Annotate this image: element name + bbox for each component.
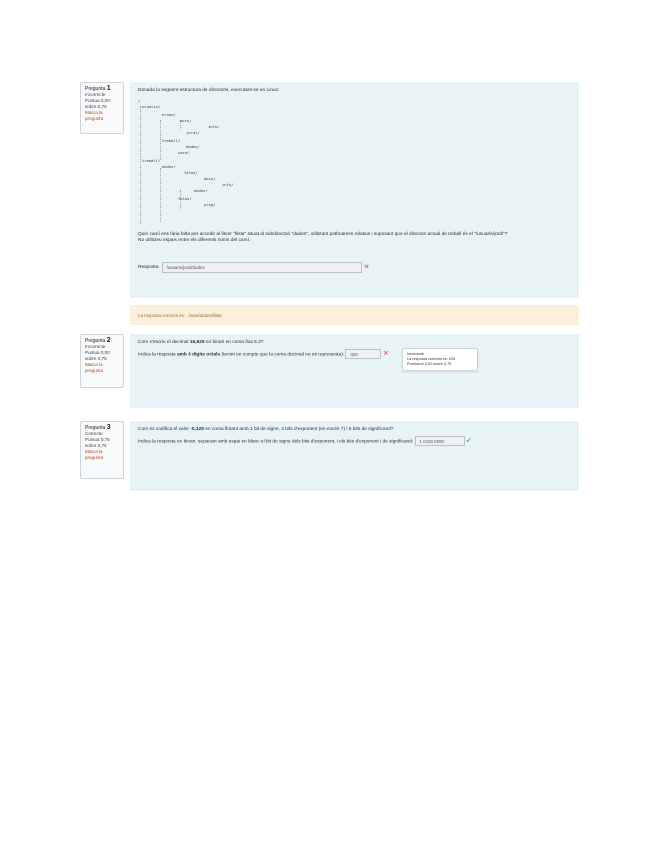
tree-node: docs/ <box>204 176 216 181</box>
tree-node: docs/ <box>180 118 192 123</box>
question-text: Quin camí ens faria falta per accedir al fitxer "llista" situat al subdirectori "dades", utilitzant pathnames relatius i suposant que el directori actual de treball és el "/usuaris/jordi"? No utilitzeu espais entre els diferents noms del camí. <box>138 232 508 243</box>
question-grade: Puntua 0,00 sobre 0,75 <box>85 350 110 361</box>
incorrect-icon: ✕ <box>382 350 389 358</box>
feedback-popover: Incorrecte La resposta correcta és: 205 Puntuació 0,00 sobre 0,75 <box>402 348 478 371</box>
question-info-3 <box>80 421 124 479</box>
question-info-1 <box>80 82 124 134</box>
question-grade: Puntua 0,00 sobre 0,75 <box>85 98 110 109</box>
question-state: Incorrecte <box>85 92 106 97</box>
tree-node: dades/ <box>194 188 208 193</box>
question-grade: Puntua 0,75 sobre 0,75 <box>85 437 110 448</box>
tree-node: fotos/ <box>178 196 192 201</box>
question-content-2 <box>130 334 579 408</box>
tree-node: info/ <box>222 182 234 187</box>
correct-answer-feedback: La resposta correcta és: ../sara/dades/llista <box>130 305 579 325</box>
question-number: Pregunta 2 <box>85 337 111 344</box>
question-prompt: Donada la següent estructura de directoris, executant-se en Linux: <box>138 88 280 93</box>
question-content-1 <box>130 82 579 298</box>
question-number: Pregunta 3 <box>85 424 111 431</box>
flag-question-link[interactable]: Marca la pregunta <box>85 362 104 373</box>
tree-node: fotos/ <box>184 170 198 175</box>
tree-node: sara/ <box>178 150 190 155</box>
tree-node: treball/ <box>162 138 181 143</box>
tree-node: dades/ <box>186 144 200 149</box>
question-instruction: Indica la resposta amb 3 dígits octals (tenint en compte que la coma decimal no es representa): 020 ✕ <box>138 350 389 358</box>
question-state: Incorrecte <box>85 344 106 349</box>
question-number: Pregunta 1 <box>85 85 111 92</box>
question-prompt: Com es codifica el valor -0,125 en coma flotant amb 1 bit de signe, 4 bits d'exponent (en excés 7) i 5 bits de significand? <box>138 427 394 432</box>
tree-node: info/ <box>208 124 220 129</box>
question-instruction: Indica la resposta en binari, separant amb espai en blanc el bit de signe dels bits d'exponent, i els bits d'exponent i de significand: 1 0100 0000 ✓ <box>138 437 472 445</box>
answer-input[interactable]: 1 0100 0000 <box>415 436 465 446</box>
tree-node: jordi/ <box>186 130 200 135</box>
answer-input[interactable]: 020 <box>345 349 381 359</box>
question-prompt: Com s'escriu el decimal 16,625 en binari en coma fixa 5.3? <box>138 340 264 345</box>
question-content-3 <box>130 421 579 491</box>
tree-node: dades/ <box>162 164 176 169</box>
answer-row <box>138 262 571 273</box>
tree-node: / <box>138 98 141 103</box>
correct-icon: ✓ <box>465 437 472 445</box>
question-info-2 <box>80 334 124 388</box>
answer-label: Resposta: <box>138 264 160 270</box>
incorrect-icon: ✕ <box>363 263 370 271</box>
flag-question-link[interactable]: Marca la pregunta <box>85 449 104 460</box>
tree-node: arnau/ <box>162 112 176 117</box>
directory-tree <box>138 98 571 226</box>
tree-node: prog/ <box>204 202 216 207</box>
question-state: Correcte <box>85 431 103 436</box>
tree-node: treball/ <box>142 158 161 163</box>
answer-input[interactable]: /usuaris/jordi/dades <box>162 262 362 273</box>
tree-node: usuaris/ <box>142 104 161 109</box>
flag-question-link[interactable]: Marca la pregunta <box>85 110 104 121</box>
